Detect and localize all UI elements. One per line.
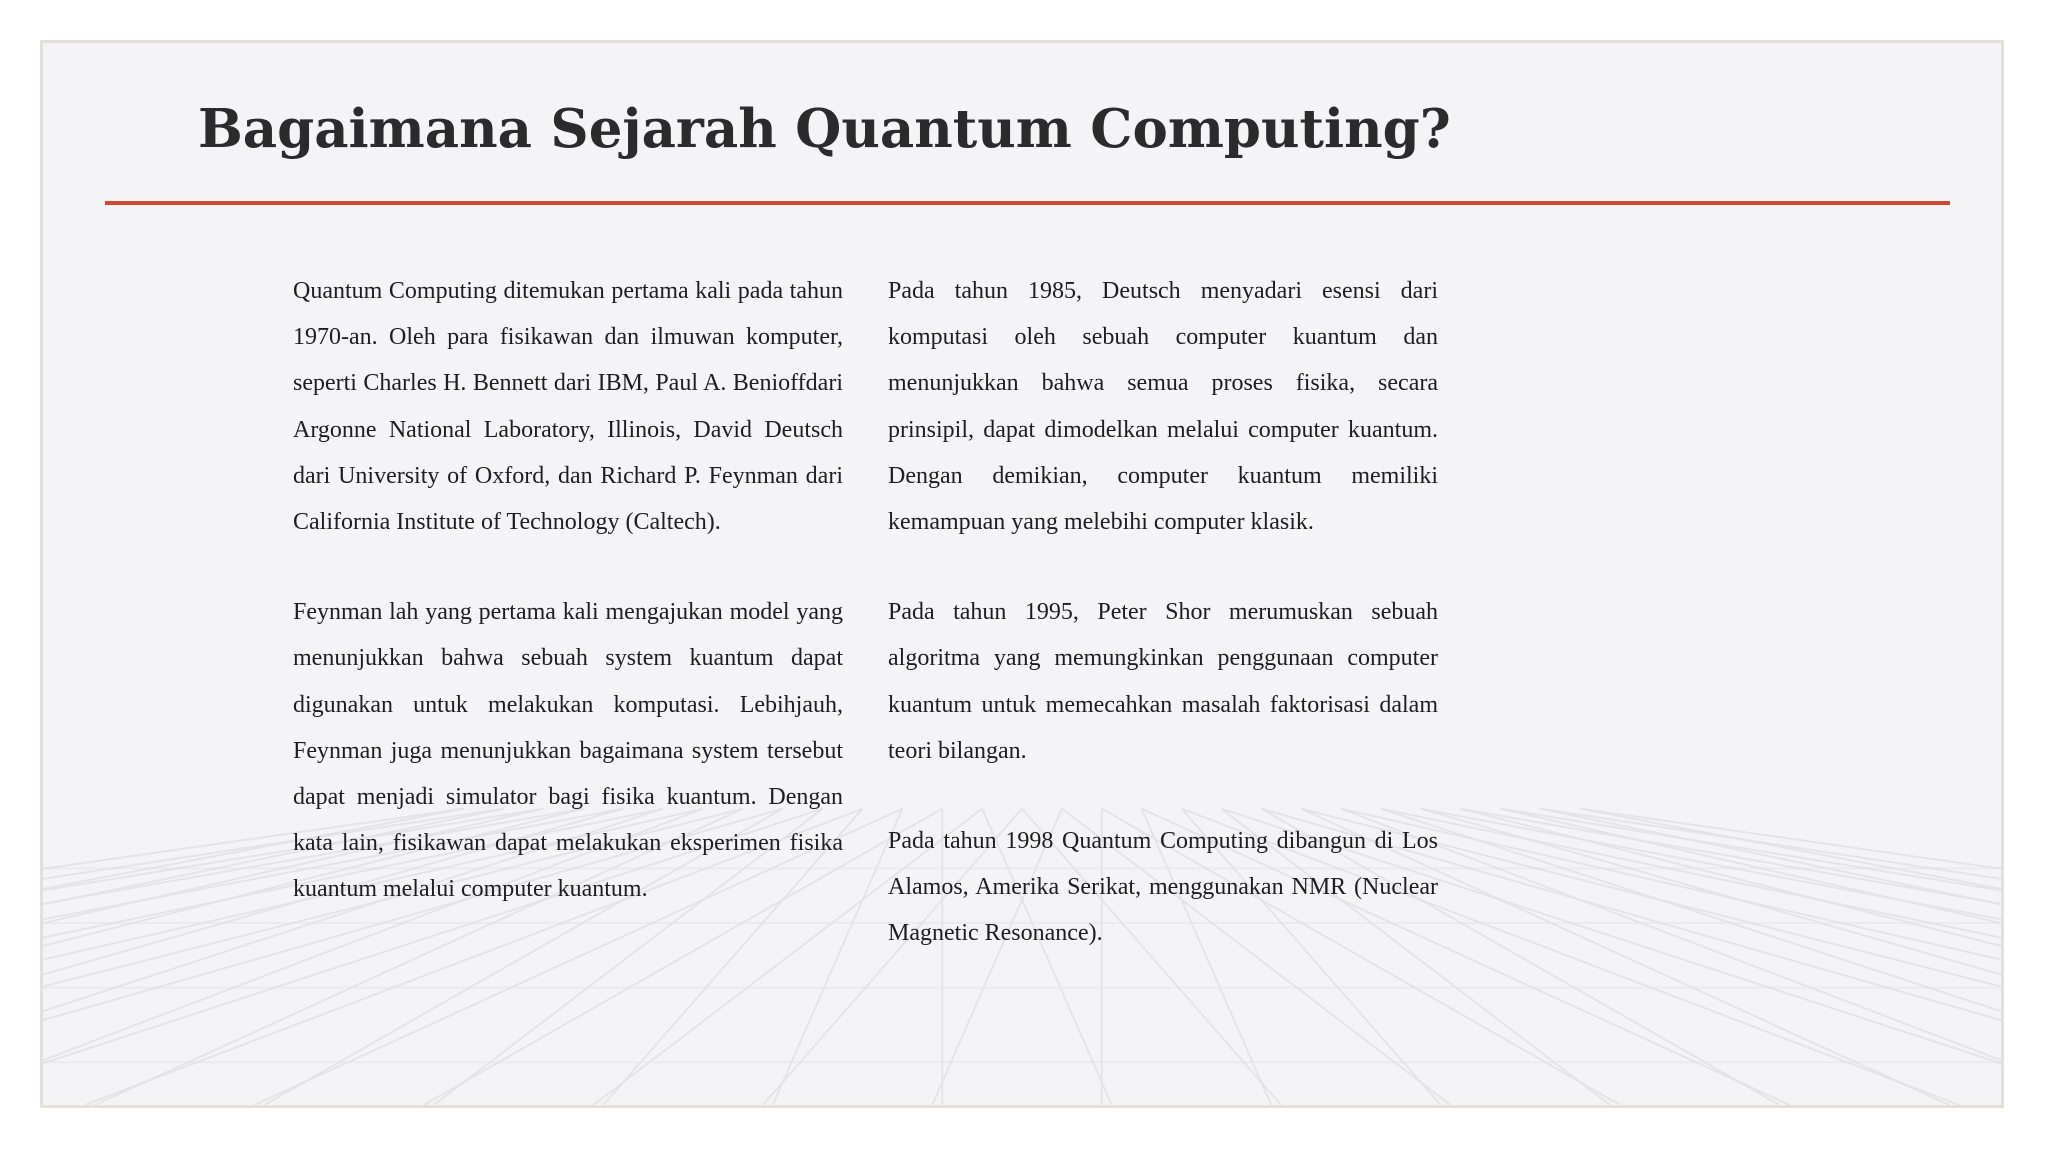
text-column-left <box>293 268 843 913</box>
paragraph-feynman: Feynman lah yang pertama kali mengajukan model yang menunjukkan bahwa sebuah system kuantum dapat digunakan untuk melakukan komputasi. Lebihjauh, Feynman juga menunjukkan bagaimana system tersebut dapat menjadi simulator bagi fisika kuantum. Dengan kata lain, fisikawan dapat melakukan eksperimen fisika kuantum melalui computer kuantum. <box>293 599 843 903</box>
paragraph-los-alamos-1998: Pada tahun 1998 Quantum Computing dibangun di Los Alamos, Amerika Serikat, menggunakan NMR (Nuclear Magnetic Resonance). <box>888 828 1438 947</box>
slide-title: Bagaimana Sejarah Quantum Computing? <box>198 98 1451 160</box>
paragraph-deutsch-1985: Pada tahun 1985, Deutsch menyadari esensi dari komputasi oleh sebuah computer kuantum dan menunjukkan bahwa semua proses fisika, secara prinsipil, dapat dimodelkan melalui computer kuantum. Dengan demikian, computer kuantum memiliki kemampuan yang melebihi computer klasik. <box>888 278 1438 536</box>
text-column-right <box>888 268 1438 957</box>
paragraph-shor-1995: Pada tahun 1995, Peter Shor merumuskan sebuah algoritma yang memungkinkan penggunaan computer kuantum untuk memecahkan masalah faktorisasi dalam teori bilangan. <box>888 599 1438 764</box>
slide <box>40 40 2004 1108</box>
paragraph-history-origin: Quantum Computing ditemukan pertama kali pada tahun 1970-an. Oleh para fisikawan dan ilmuwan komputer, seperti Charles H. Bennett dari IBM, Paul A. Benioffdari Argonne National Laboratory, Illinois, David Deutsch dari University of Oxford, dan Richard P. Feynman dari California Institute of Technology (Caltech). <box>293 278 843 536</box>
title-divider <box>105 201 1950 205</box>
